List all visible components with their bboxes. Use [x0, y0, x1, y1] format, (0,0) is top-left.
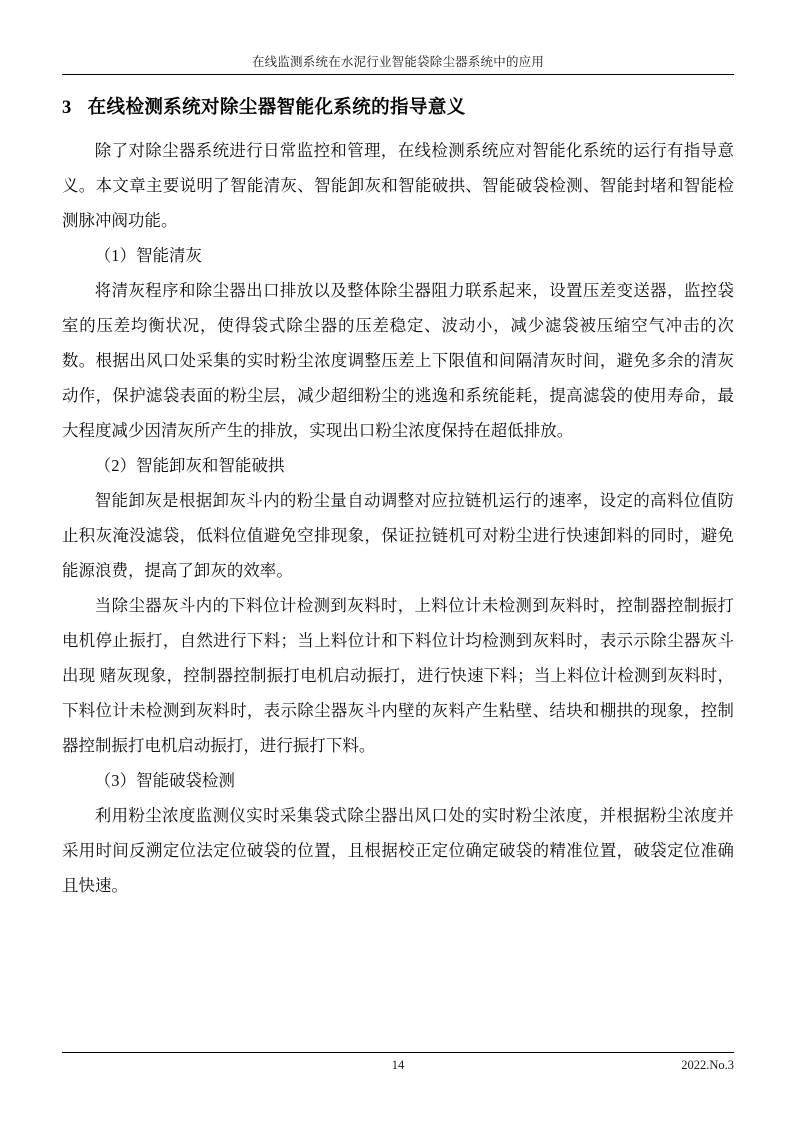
- section-title-text: 在线检测系统对除尘器智能化系统的指导意义: [87, 98, 466, 118]
- issue-label: 2022.No.3: [681, 1058, 734, 1072]
- paragraph-item-1-body: 将清灰程序和除尘器出口排放以及整体除尘器阻力联系起来，设置压差变送器，监控袋室的压差均衡状况，使得袋式除尘器的压差稳定、波动小，减少滤袋被压缩空气冲击的次数。根据出风口处采集的实时粉尘浓度调整压差上下限值和间隔清灰时间，避免多余的清灰动作，保护滤袋表面的粉尘层，减少超细粉尘的逃逸和系统能耗，提高滤袋的使用寿命，最大程度减少因清灰所产生的排放，实现出口粉尘浓度保持在超低排放。: [62, 281, 734, 440]
- section-number: 3: [62, 98, 72, 118]
- section-heading: [62, 93, 734, 119]
- header-divider: [62, 74, 734, 75]
- footer-divider: [62, 1052, 734, 1053]
- paragraph-item-3-label: （3）智能破袋检测: [94, 771, 236, 790]
- paragraph-item-2-body-b: 当除尘器灰斗内的下料位计检测到灰料时，上料位计未检测到灰料时，控制器控制振打电机停止振打，自然进行下料；当上料位计和下料位计均检测到灰料时，表示示除尘器灰斗出现 赌灰现象，控制器控制振打电机启动振打，进行快速下料；当上料位计检测到灰料时，下料位计未检测到灰料时，表示除尘器灰斗内壁的灰料产生粘壁、结块和棚拱的现象，控制器控制振打电机启动振打，进行振打下料。: [62, 596, 734, 755]
- paragraph-item-3-body: 利用粉尘浓度监测仪实时采集袋式除尘器出风口处的实时粉尘浓度，并根据粉尘浓度并采用时间反溯定位法定位破袋的位置，且根据校正定位确定破袋的精准位置，破袋定位准确且快速。: [62, 806, 734, 895]
- page-footer: [62, 1052, 734, 1078]
- paragraph-item-2-body-a: 智能卸灰是根据卸灰斗内的粉尘量自动调整对应拉链机运行的速率，设定的高料位值防止积灰淹没滤袋，低料位值避免空排现象，保证拉链机可对粉尘进行快速卸料的同时，避免能源浪费，提高了卸灰的效率。: [62, 491, 734, 580]
- paragraph-intro: 除了对除尘器系统进行日常监控和管理，在线检测系统应对智能化系统的运行有指导意义。本文章主要说明了智能清灰、智能卸灰和智能破拱、智能破袋检测、智能封堵和智能检测脉冲阀功能。: [62, 141, 734, 230]
- page-content: [62, 52, 734, 903]
- paragraph-item-2-label: （2）智能卸灰和智能破拱: [94, 456, 285, 475]
- page-number: 14: [391, 1058, 405, 1072]
- running-header: 在线监测系统在水泥行业智能袋除尘器系统中的应用: [251, 55, 545, 69]
- paragraph-item-1-label: （1）智能清灰: [94, 246, 203, 265]
- footer-row: [62, 1058, 734, 1078]
